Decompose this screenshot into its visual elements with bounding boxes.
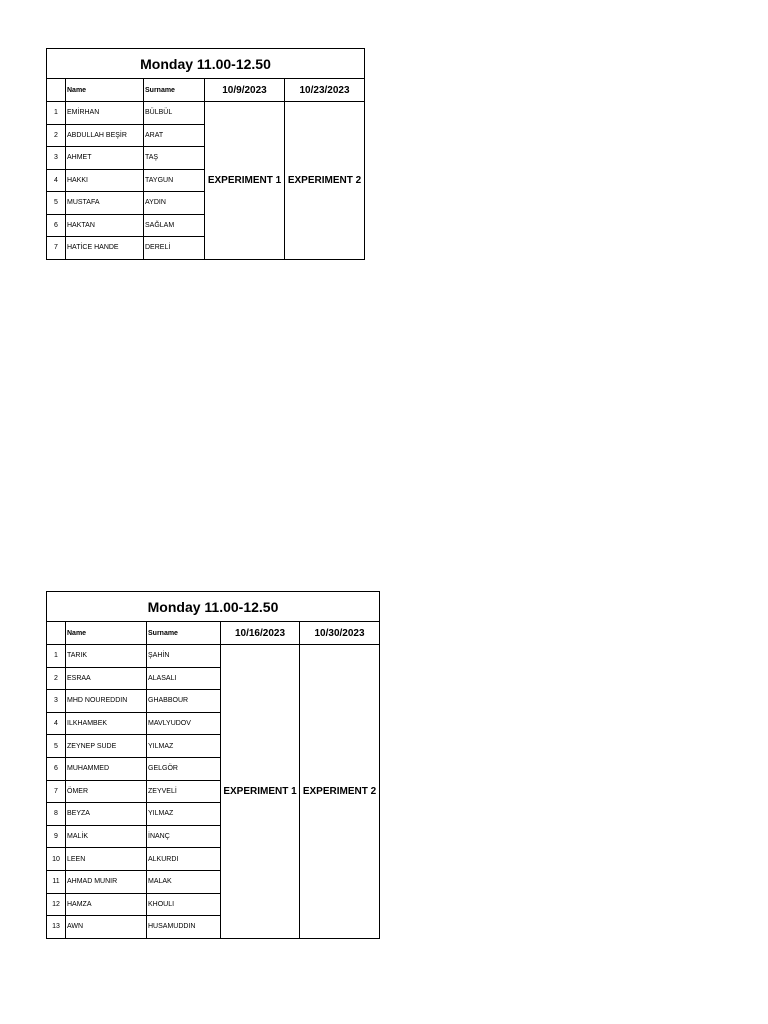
student-surname: ŞAHİN xyxy=(147,645,221,668)
student-surname: GELGÖR xyxy=(147,757,221,780)
date-header-2: 10/23/2023 xyxy=(285,79,365,102)
student-name: MUHAMMED xyxy=(66,757,147,780)
student-surname: ZEYVELİ xyxy=(147,780,221,803)
surname-header: Surname xyxy=(144,79,205,102)
student-surname: İNANÇ xyxy=(147,825,221,848)
student-name: LEEN xyxy=(66,848,147,871)
student-surname: ARAT xyxy=(144,124,205,147)
student-name: BEYZA xyxy=(66,803,147,826)
student-surname: MAVLYUDOV xyxy=(147,712,221,735)
row-number: 5 xyxy=(47,735,66,758)
row-number: 4 xyxy=(47,169,66,192)
schedule-table-1 xyxy=(46,48,365,260)
experiment-2-cell: EXPERIMENT 2 xyxy=(285,102,365,260)
row-number: 12 xyxy=(47,893,66,916)
student-name: AWN xyxy=(66,916,147,939)
table-title: Monday 11.00-12.50 xyxy=(47,592,380,622)
student-name: TARIK xyxy=(66,645,147,668)
row-number: 7 xyxy=(47,780,66,803)
student-name: EMİRHAN xyxy=(66,102,144,125)
name-header: Name xyxy=(66,79,144,102)
student-name: AHMAD MUNIR xyxy=(66,870,147,893)
student-surname: DERELİ xyxy=(144,237,205,260)
student-name: HAMZA xyxy=(66,893,147,916)
row-number: 1 xyxy=(47,645,66,668)
row-number: 3 xyxy=(47,147,66,170)
table-title: Monday 11.00-12.50 xyxy=(47,49,365,79)
student-name: ESRAA xyxy=(66,667,147,690)
number-header xyxy=(47,79,66,102)
student-name: ÖMER xyxy=(66,780,147,803)
date-header-2: 10/30/2023 xyxy=(300,622,380,645)
table-row xyxy=(47,645,380,668)
student-surname: AYDIN xyxy=(144,192,205,215)
row-number: 3 xyxy=(47,690,66,713)
row-number: 13 xyxy=(47,916,66,939)
student-name: ILKHAMBEK xyxy=(66,712,147,735)
number-header xyxy=(47,622,66,645)
row-number: 11 xyxy=(47,870,66,893)
student-name: MUSTAFA xyxy=(66,192,144,215)
student-name: AHMET xyxy=(66,147,144,170)
student-surname: ALASALI xyxy=(147,667,221,690)
row-number: 6 xyxy=(47,214,66,237)
experiment-1-cell: EXPERIMENT 1 xyxy=(221,645,300,939)
row-number: 7 xyxy=(47,237,66,260)
student-surname: TAŞ xyxy=(144,147,205,170)
student-name: MHD NOUREDDIN xyxy=(66,690,147,713)
student-name: ZEYNEP SUDE xyxy=(66,735,147,758)
student-name: HAKKI xyxy=(66,169,144,192)
date-header-1: 10/16/2023 xyxy=(221,622,300,645)
student-name: HATİCE HANDE xyxy=(66,237,144,260)
surname-header: Surname xyxy=(147,622,221,645)
student-name: ABDULLAH BEŞİR xyxy=(66,124,144,147)
row-number: 1 xyxy=(47,102,66,125)
name-header: Name xyxy=(66,622,147,645)
date-header-1: 10/9/2023 xyxy=(205,79,285,102)
student-surname: MALAK xyxy=(147,870,221,893)
row-number: 9 xyxy=(47,825,66,848)
student-surname: YILMAZ xyxy=(147,735,221,758)
table-row xyxy=(47,102,365,125)
row-number: 8 xyxy=(47,803,66,826)
student-surname: BÜLBÜL xyxy=(144,102,205,125)
row-number: 2 xyxy=(47,124,66,147)
row-number: 6 xyxy=(47,757,66,780)
student-surname: YILMAZ xyxy=(147,803,221,826)
row-number: 2 xyxy=(47,667,66,690)
student-surname: SAĞLAM xyxy=(144,214,205,237)
student-name: MALİK xyxy=(66,825,147,848)
student-surname: KHOULI xyxy=(147,893,221,916)
student-surname: HUSAMUDDIN xyxy=(147,916,221,939)
row-number: 4 xyxy=(47,712,66,735)
row-number: 5 xyxy=(47,192,66,215)
student-name: HAKTAN xyxy=(66,214,144,237)
experiment-1-cell: EXPERIMENT 1 xyxy=(205,102,285,260)
student-surname: ALKURDI xyxy=(147,848,221,871)
experiment-2-cell: EXPERIMENT 2 xyxy=(300,645,380,939)
schedule-table-2 xyxy=(46,591,380,939)
student-surname: TAYGUN xyxy=(144,169,205,192)
row-number: 10 xyxy=(47,848,66,871)
student-surname: GHABBOUR xyxy=(147,690,221,713)
